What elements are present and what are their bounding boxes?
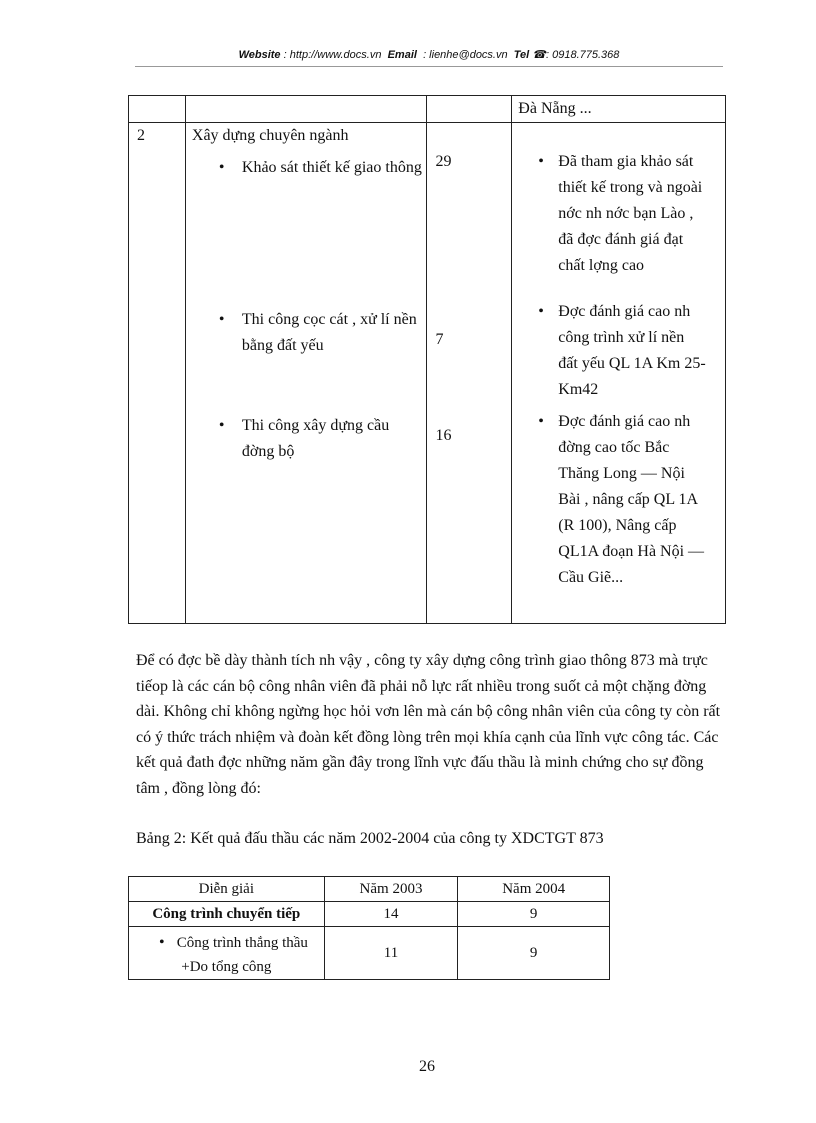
achievements-table (128, 95, 726, 624)
count-value: 16 (435, 427, 452, 444)
row-title: Xây dựng chuyên ngành (191, 127, 349, 144)
list-item: • Đã tham gia khảo sát thiết kế trong và ngoài nớc nh nớc bạn Lào , đã đợc đánh giá đạt chất lợng cao (518, 149, 707, 299)
table-header-row (129, 877, 610, 902)
bullet-icon: • (218, 311, 225, 328)
bullet-icon: • (218, 417, 225, 434)
row-index: 2 (129, 123, 186, 624)
list-item: • Đợc đánh giá cao nh đờng cao tốc Bắc Thăng Long — Nội Bài , nâng cấp QL 1A (R 100), Nâng cấp QL1A đoạn Hà Nội — Cầu Giẽ... (518, 409, 707, 591)
table-caption: Bảng 2: Kết quả đấu thầu các năm 2002-2004 của công ty XDCTGT 873 (136, 830, 604, 847)
list-item: • Thi công xây dựng cầu đờng bộ (192, 413, 423, 623)
page-header (135, 48, 723, 61)
cell-value: 9 (458, 927, 610, 980)
phone-icon: ☎ (532, 49, 546, 61)
table-row (129, 123, 726, 624)
result-cell: Đà Nẵng ... (512, 96, 726, 123)
column-header: Năm 2003 (324, 877, 458, 902)
bullet-icon: • (538, 413, 544, 430)
cell-value: 9 (458, 902, 610, 927)
bullet-icon: • (538, 303, 544, 320)
website-label: Website (238, 49, 281, 61)
cell-value: 14 (324, 902, 458, 927)
count-value: 29 (435, 153, 452, 170)
list-item: • Thi công cọc cát , xử lí nền bằng đất yếu (192, 307, 423, 413)
bullet-icon: • (218, 159, 225, 176)
table-row (129, 902, 610, 927)
website-value: : http://www.docs.vn (283, 49, 382, 61)
row-label: Công trình chuyển tiếp (129, 902, 325, 927)
column-header: Diễn giải (129, 877, 325, 902)
table-row (129, 927, 610, 980)
list-item: • Khảo sát thiết kế giao thông (192, 155, 423, 307)
count-value: 7 (435, 331, 444, 348)
email-value: : lienhe@docs.vn (423, 49, 508, 61)
body-paragraph: Để có đợc bề dày thành tích nh vậy , công ty xây dựng công trình giao thông 873 mà trực tiếop là các cán bộ công nhân viên đã phải nỗ lực rất nhiều trong suốt cả một chặng đờng dài. Không chỉ không ngừng học hỏi vơn lên mà cán bộ công nhân viên của công ty còn rất có ý thức trách nhiệm và đoàn kết đồng lòng trên mọi khía cạnh của lĩnh vực công tác. Các kết quả đath đợc những năm gần đây trong lĩnh vực đấu thầu là minh chứng cho sự đồng tâm , đồng lòng đó: (136, 652, 721, 797)
list-item: • Đợc đánh giá cao nh công trình xử lí nền đất yếu QL 1A Km 25- Km42 (518, 299, 707, 409)
bullet-icon: • (538, 153, 544, 170)
row-sublabel: +Do tổng công (181, 959, 272, 975)
header-divider (135, 66, 723, 67)
page-number: 26 (419, 1058, 435, 1075)
tel-label: Tel (513, 49, 530, 61)
bullet-icon: • (159, 934, 165, 951)
email-label: Email (387, 49, 417, 61)
cell-value: 11 (324, 927, 458, 980)
tel-value: : 0918.775.368 (546, 49, 620, 61)
bidding-results-table (128, 876, 610, 980)
list-item: • Công trình thắng thầu (137, 931, 316, 955)
column-header: Năm 2004 (458, 877, 610, 902)
table-row (129, 96, 726, 123)
